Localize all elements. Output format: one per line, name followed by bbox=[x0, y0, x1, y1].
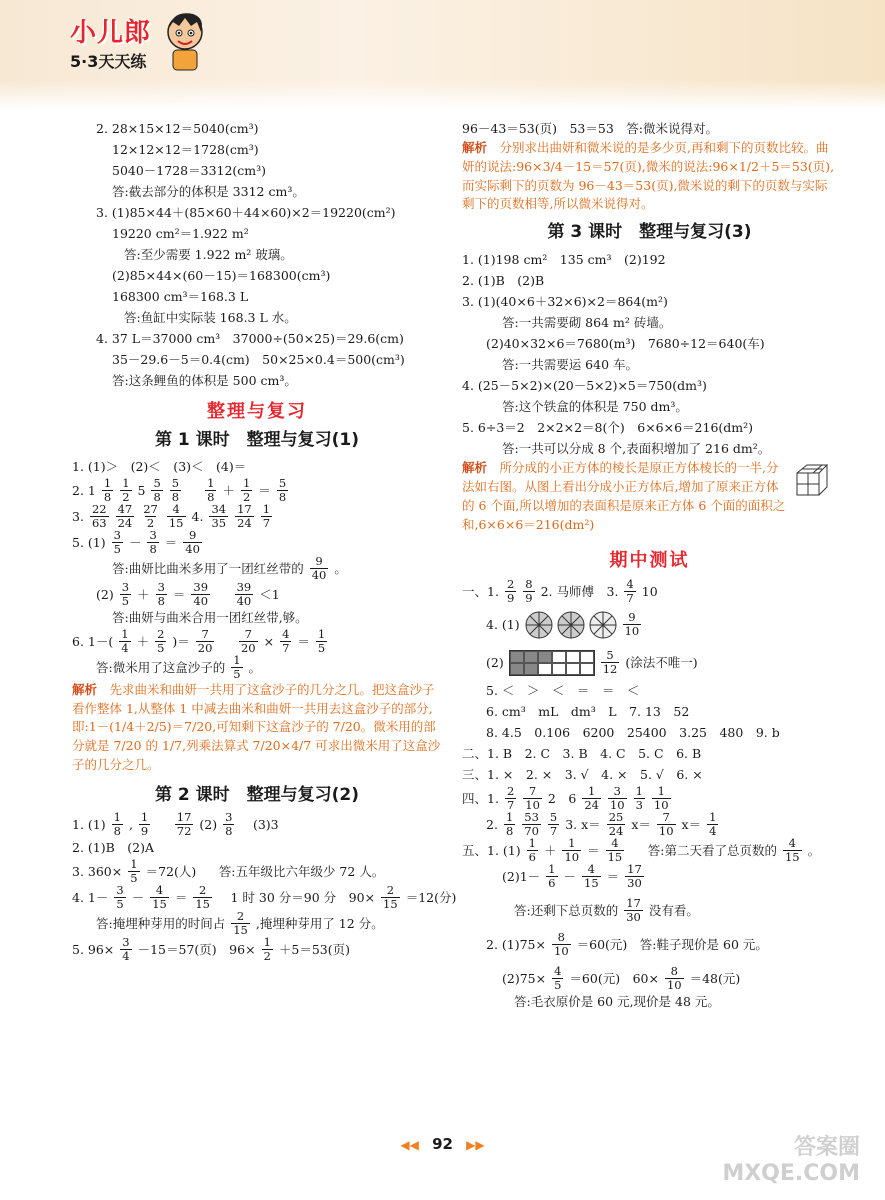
prev-page-icon[interactable]: ◀◀ bbox=[400, 1138, 419, 1152]
fraction-circles bbox=[525, 611, 617, 639]
cube-division-icon bbox=[795, 463, 829, 497]
analysis-lesson-2: 解析 分别求出曲妍和微米说的是多少页,再和剩下的页数比较。曲妍的说法:96×3/4－15＝57(页),微米的说法:96×1/2＋5＝53(页),而实际剩下的页数为 96－43＝53(页),微米说的剩下的页数与实际剩下的页数相等,所以微米说得对。 bbox=[462, 140, 835, 212]
watermark: 答案圈 MXQE.COM bbox=[722, 1135, 860, 1186]
page-number: 92 bbox=[432, 1135, 453, 1153]
analysis-lesson-3: 解析 所分成的小正方体的棱长是原正方体棱长的一半,分法如右图。从图上看出分成小正方体后,增加了原来正方体的 6 个面,所以增加的表面积是原来正方体 6 个面的面积之和,6×6×6＝216(dm²) bbox=[462, 460, 786, 532]
brand-name: 小儿郎 bbox=[70, 18, 152, 48]
series-name: 5·3天天练 bbox=[70, 52, 147, 71]
brand-logo bbox=[70, 12, 151, 72]
problem-4-line-1: 4. 37 L＝37000 cm³ 37000÷(50×25)＝29.6(cm) bbox=[96, 330, 404, 346]
fraction-grid bbox=[509, 650, 595, 676]
next-page-icon[interactable]: ▶▶ bbox=[466, 1138, 485, 1152]
lesson-2-title: 第 2 课时 整理与复习(2) bbox=[154, 784, 360, 805]
problem-3-line-1: 3. (1)85×44＋(85×60＋44×60)×2＝19220(cm²) bbox=[96, 204, 396, 220]
problem-2-line-1: 2. 28×15×12＝5040(cm³) bbox=[96, 120, 259, 136]
mascot-icon bbox=[163, 10, 207, 72]
lesson-1-title: 第 1 课时 整理与复习(1) bbox=[154, 429, 360, 450]
section-title: 整理与复习 bbox=[207, 401, 307, 422]
right-column: 96－43＝53(页) 53＝53 答:微米说得对。 解析 分别求出曲妍和微米说的是多少页,再和剩下的页数比较。曲妍的说法:96×3/4－15＝57(页),微米的说法:96×1/2＋5＝53(页),而实际剩下的页数为 96－43＝53(页),微米说的剩下的页数与实际剩下的页数相等,所以微米说得对。 第 3 课时 整理与复习(3) 1. (1)198 cm² 135 cm³ (2)192 2. (1)B (2)B 3. (1)(40×6＋32×6)×2＝864(m²) 答:一共需要砌 864 m² 砖墙。 (2)40×32×6＝7680(m³) 7680÷12＝640(车) 答:一共需要运 640 车。 4. (25－5×2)×(20－5×2)×5＝750(dm³) 答:这个铁盒的体积是 750 dm³。 5. 6÷3＝2 2×2×2＝8(个) 6×6×6＝216(dm²) 答:一共可以分成 8 个,表面积增加了 216 dm²。 解析 所分成的小正方体的棱长是原正方体棱长的一半,分法如右图。从图上看出分成小正方体后,增加了原来正方体的 6 个面,所以增加的表面积是原来正方体 6 个面的面积之和,6×6×6＝216(dm²) 期中测试 一、1. $\frac{2}{9}$ $\frac{8}{9}$ 2. 马师傅 3. $\frac{4}{7}$ 10 4. (1) $\frac{9}{10}$ (2) $\frac{5}{12}$ (涂法不唯一) 5. ＜ ＞ ＜ ＝ ＝ ＜ 6. cm³ mL dm³ L 7. 13 52 8. 4.5 0.106 6200 25400 3.25 480 9. b 二、1. B 2. C 3. B 4. C 5. C 6. B 三、1. × 2. × 3. √ 4. × 5. √ 6. × 四、1. $\frac{2}{7}$ $\frac{7}{10}$ 2 6 $\frac{1}{24}$ $\frac{3}{10}$ $\frac{1}{3}$ $\frac{1}{10}$ 2. $\frac{1}{8}$ $\frac{53}{70}$ $\frac{5}{7}$ 3. x＝ $\frac{25}{24}$ x＝ $\frac{7}{10}$ x＝ $\frac{1}{4}$ 五、1. (1) $\frac{1}{6}$ ＋ $\frac{1}{10}$ ＝ $\frac{4}{15}$ 答:第二天看了总页数的 $\frac{4}{15}$ 。 (2)1－ $\frac{1}{6}$ － $\frac{4}{15}$ ＝ $\frac{17}{30}$ 答:还剩下总页数的 $\frac{17}{30}$ 没有看。 2. (1)75× $\frac{8}{10}$ ＝60(元) 答:鞋子现价是 60 元。 (2)75× $\frac{4}{5}$ ＝60(元) 60× $\frac{8}{10}$ ＝48(元) 答:毛衣原价是 60 元,现价是 48 元。 bbox=[462, 118, 837, 1013]
lesson-3-title: 第 3 课时 整理与复习(3) bbox=[547, 222, 752, 242]
left-column: 2. 28×15×12＝5040(cm³) 12×12×12＝1728(cm³) 5040－1728＝3312(cm³) 答:截去部分的体积是 3312 cm³。 3. (1)85×44＋(85×60＋44×60)×2＝19220(cm²) 19220 cm²＝1.922 m² 答:至少需要 1.922 m² 玻璃。 (2)85×44×(60－15)＝168300(cm³) 168300 cm³＝168.3 L 答:鱼缸中实际装 168.3 L 水。 4. 37 L＝37000 cm³ 37000÷(50×25)＝29.6(cm) 35－29.6－5＝0.4(cm) 50×25×0.4＝500(cm³) 答:这条鲤鱼的体积是 500 cm³。 整理与复习 第 1 课时 整理与复习(1) 1. (1)＞ (2)＜ (3)＜ (4)＝ 2. 1 $\frac{1}{8}$ $\frac{1}{2}$ 5 $\frac{5}{8}$ $\frac{5}{8}$ $\frac{1}{8}$ ＋ $\frac{1}{2}$ ＝ $\frac{5}{8}$ 3. $\frac{22}{63}$ $\frac{47}{24}$ $\frac{27}{2}$ $\frac{4}{15}$ 4. $\frac{34}{35}$ $\frac{17}{24}$ $\frac{1}{7}$ 5. (1) $\frac{3}{5}$ － $\frac{3}{8}$ ＝ $\frac{9}{40}$ 答:曲妍比曲米多用了一团红丝带的 $\frac{9}{40}$ 。 (2) $\frac{3}{5}$ ＋ $\frac{3}{8}$ ＝ $\frac{39}{40}$ $\frac{39}{40}$ ＜1 答:曲妍与曲米合用一团红丝带,够。 6. 1－( $\frac{1}{4}$ ＋ $\frac{2}{5}$ )＝ $\frac{7}{20}$ $\frac{7}{20}$ × $\frac{4}{7}$ ＝ $\frac{1}{5}$ 答:微米用了这盒沙子的 $\frac{1}{5}$ 。 解析 先求曲米和曲妍一共用了这盒沙子的几分之几。把这盒沙子看作整体 1,从整体 1 中减去曲米和曲妍一共用去这盒沙子的部分,即:1－(1/4＋2/5)＝7/20,可知剩下这盒沙子的 7/20。微米用的部分就是 7/20 的 1/7,列乘法算式 7/20×4/7 可求出微米用了这盒沙子的几分之几。 第 2 课时 整理与复习(2) 1. (1) $\frac{1}{8}$ , $\frac{1}{9}$ $\frac{17}{72}$ (2) $\frac{3}{8}$ (3)3 2. (1)B (2)A 3. 360× $\frac{1}{5}$ ＝72(人) 答:五年级比六年级少 72 人。 4. 1－ $\frac{3}{5}$ － $\frac{4}{15}$ ＝ $\frac{2}{15}$ 1 时 30 分＝90 分 90× $\frac{2}{15}$ ＝12(分) 答:掩埋种芽用的时间占 $\frac{2}{15}$ ,掩埋种芽用了 12 分。 5. 96× $\frac{3}{4}$ －15＝57(页) 96× $\frac{1}{2}$ ＋5＝53(页) bbox=[72, 118, 442, 963]
analysis-lesson-1: 解析 先求曲米和曲妍一共用了这盒沙子的几分之几。把这盒沙子看作整体 1,从整体 1 中减去曲米和曲妍一共用去这盒沙子的部分,即:1－(1/4＋2/5)＝7/20,可知剩下这盒沙子的 7/20。微米用的部分就是 7/20 的 1/7,列乘法算式 7/20×4/7 可求出微米用了这盒沙子的几分之几。 bbox=[72, 681, 441, 772]
midterm-title: 期中测试 bbox=[609, 550, 690, 572]
